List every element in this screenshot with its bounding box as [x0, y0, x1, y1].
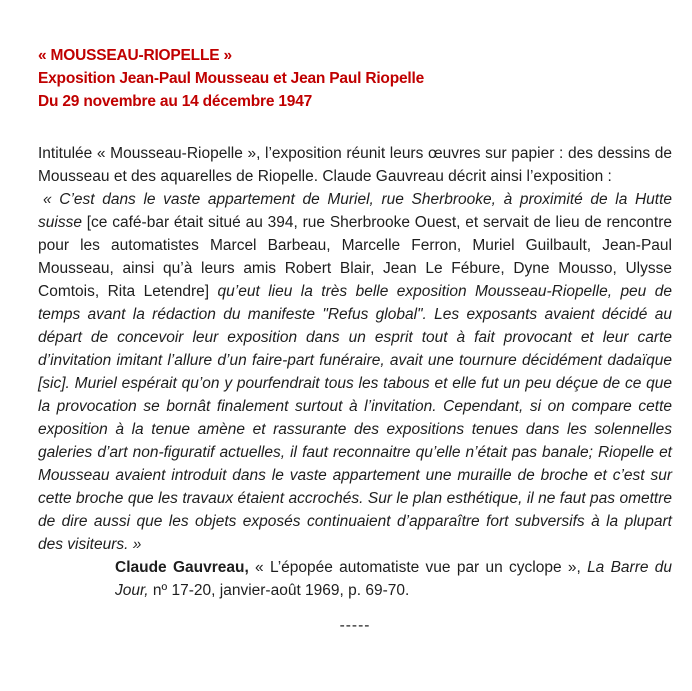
citation-issue-details: nº 17-20, janvier-août 1969, p. 69-70.: [152, 582, 410, 599]
citation-journal-name: La Barre du Jour,: [115, 559, 672, 599]
quote-italic-continuation: qu’eut lieu la très belle exposition Mousseau-Riopelle, peu de temps avant la rédaction du manifeste "Refus global". Les exposants avaient décidé au départ de concevoir leur exposition dans un esprit tout à fait provocant et leur carte d’invitation imitant l’allure d’un faire-part funéraire, avait une tournure décidément dadaïque [sic]. Muriel espérait qu’on y pourfendrait tous les tabous et elle fut un peu déçue de ce que la provocation se bornât finalement surtout à l’invitation. Cependant, si on compare cette exposition à la tenue amène et rassurante des expositions tenues dans les solennelles galeries d’art non-figuratif actuelles, il faut reconnaitre qu’elle n’était pas banale; Riopelle et Mousseau avaient introduit dans le vaste appartement une muraille de broche et c’est sur cette broche que les travaux étaient accrochés. Sur le plan esthétique, il ne faut pas omettre de dire aussi que les objets exposés continuaient d’apparaître fort subversifs à la plupart des visiteurs. »: [38, 283, 672, 553]
quote-paragraph: [38, 188, 672, 556]
header-exhibition-dates: Du 29 novembre au 14 décembre 1947: [38, 93, 313, 110]
citation-block: [115, 556, 672, 602]
quote-bracketed-note: [ce café-bar était situé au 394, rue Sherbrooke Ouest, et servait de lieu de rencontre pour les automatistes Marcel Barbeau, Marcelle Ferron, Muriel Guilbault, Jean-Paul Mousseau, ainsi qu’à leurs amis Robert Blair, Jean Le Fébure, Dyne Mousso, Ulysse Comtois, Rita Letendre]: [38, 214, 672, 300]
intro-paragraph: Intitulée « Mousseau-Riopelle », l’exposition réunit leurs œuvres sur papier : des dessins de Mousseau et des aquarelles de Riopelle. Claude Gauvreau décrit ainsi l’exposition :: [38, 145, 672, 185]
document-header: [38, 44, 672, 113]
header-exhibition-subtitle: Exposition Jean-Paul Mousseau et Jean Paul Riopelle: [38, 70, 425, 87]
citation-article-title: « L’épopée automatiste vue par un cyclope »,: [255, 559, 588, 576]
citation-author: Claude Gauvreau,: [115, 559, 256, 576]
header-exhibition-title: « MOUSSEAU-RIOPELLE »: [38, 47, 232, 64]
footer-separator: -----: [339, 617, 371, 634]
quote-italic-opening: « C’est dans le vaste appartement de Muriel, rue Sherbrooke, à proximité de la Hutte suisse: [38, 191, 672, 231]
